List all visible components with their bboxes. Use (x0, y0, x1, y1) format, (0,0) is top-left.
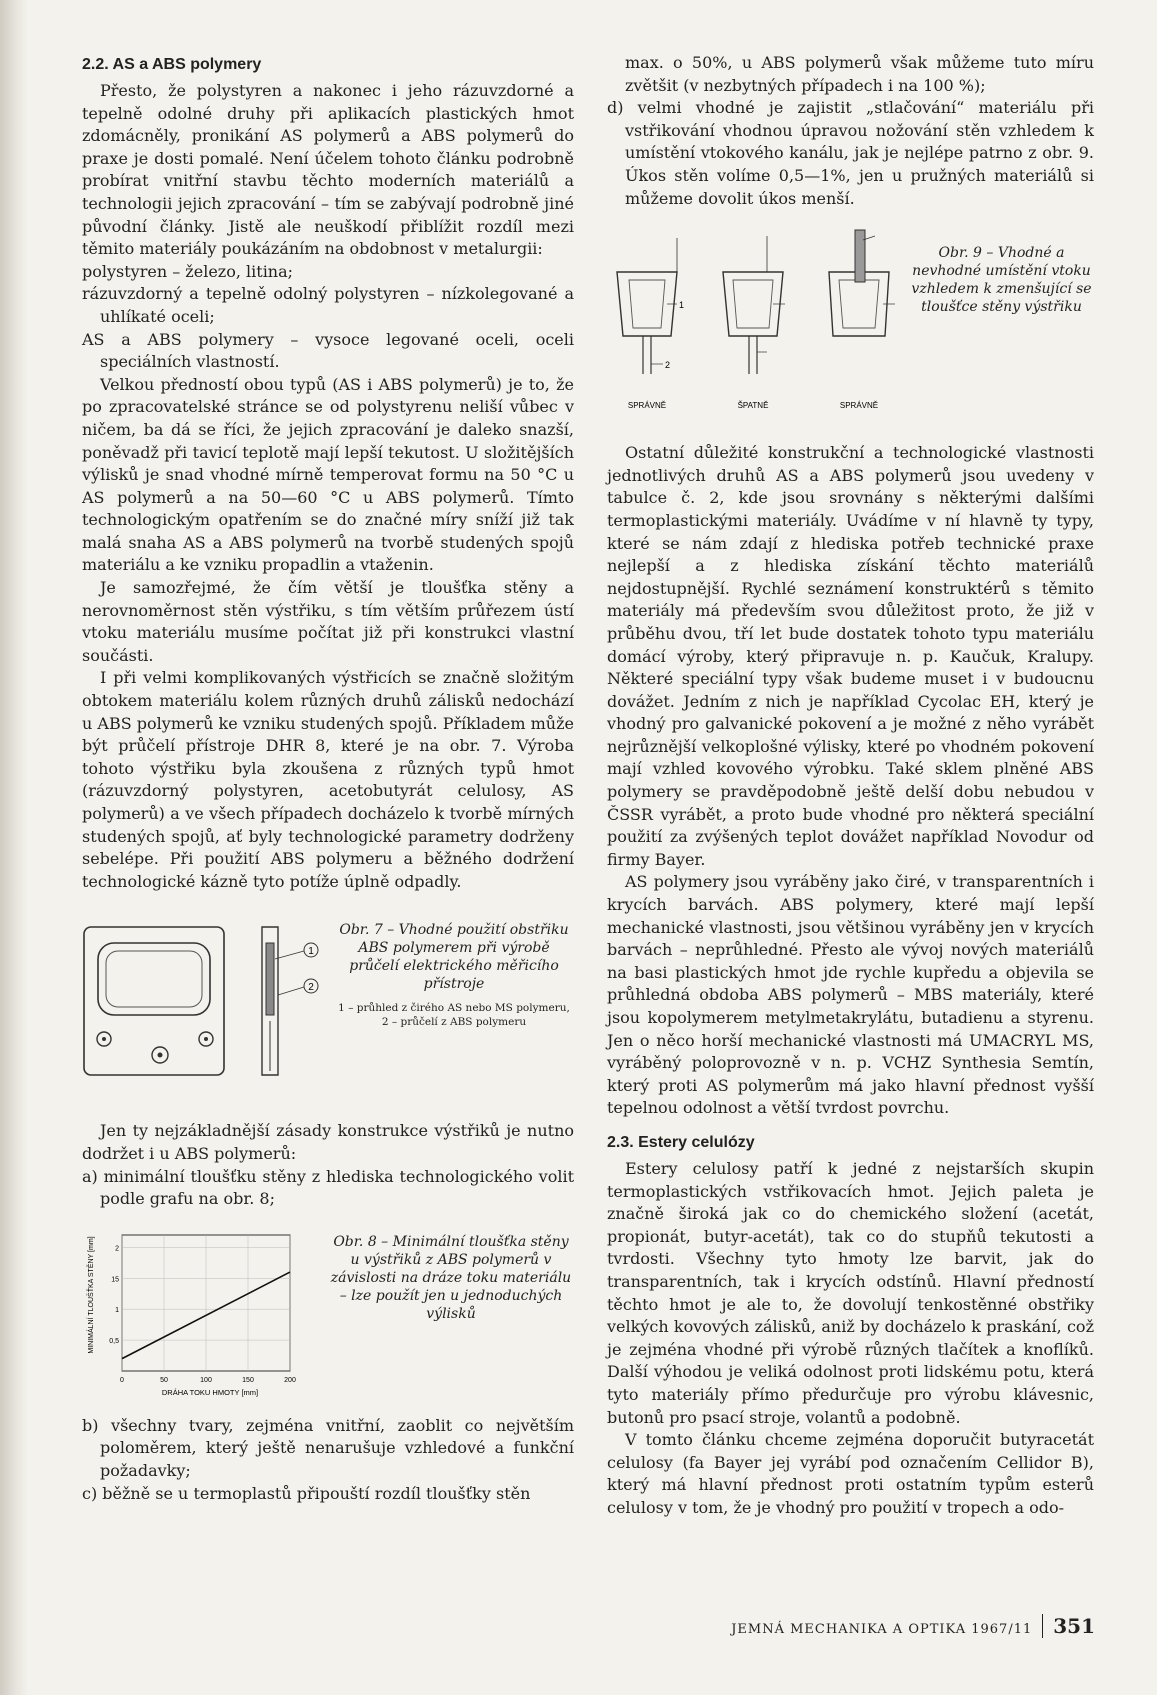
paragraph: Je samozřejmé, že čím větší je tloušťka stěny a nerovnoměrnost stěn výstřiku, s tím větším průřezem ústí vtoku materiálu musíme počítat již při konstrukci vlastní součásti. (82, 578, 574, 665)
analogy-line: AS a ABS polymery – vysoce legované oceli, oceli speciálních vlastností. (82, 329, 574, 372)
paragraph: Estery celulosy patří k jedné z nejstarších skupin termoplastických vstřikovacích hmot. Jejich paleta je značně široká jak co do chemického složení (acetát, propionát, butyr-acetát), tak co do stupňů tekutosti a tvrdosti. Všechny tyto hmoty lze barvit, jak do transparentních, tak i krycích odstínů. Hlavní předností těchto hmot je ale to, že dovolují tenkostěnné obstřiky velkých kovových zálisků, aniž by docházelo k praskání, což je zejména vhodné při výrobě různých tlačítek a knoflíků. Další výhodou je veliká odolnost proti lidskému potu, která tyto materiály přímo předurčuje pro výrobu klávesnic, butonů pro psací stroje, volantů a podobně. (607, 1158, 1094, 1427)
figure-9-label-2: ŠPATNĚ (737, 401, 769, 411)
figure-9-caption: Obr. 9 – Vhodné a nevhodné umístění vtoku vzhledem k zmenšující se tloušťce stěny výstřiku (911, 245, 1092, 316)
figure-8 (82, 1225, 574, 1415)
figure-7-marker-1: 1 (308, 946, 314, 958)
chart-x-tick-label: 200 (284, 1376, 296, 1384)
rule-a: a) minimální tloušťku stěny z hlediska technologického volit podle grafu na obr. 8; (82, 1166, 574, 1209)
figure-8-chart (82, 1225, 322, 1401)
page-footer (731, 1614, 1095, 1638)
figure-9-marker-2: 2 (665, 360, 671, 371)
journal-name: JEMNÁ MECHANIKA A OPTIKA 1967/11 (731, 1622, 1033, 1637)
paragraph: V tomto článku chceme zejména doporučit butyracetát celulosy (fa Bayer jej vyrábí pod označením Cellidor B), který má hlavní přednost proti ostatním typům esterů celulosy v tom, že je vhodný pro použití v tropech a odo- (607, 1430, 1094, 1517)
figure-9-drawing (607, 224, 907, 434)
paragraph: Jen ty nejzákladnější zásady konstrukce výstřiků je nutno dodržet i u ABS polymerů: (82, 1121, 574, 1163)
chart-y-tick-label: 2 (115, 1245, 119, 1253)
figure-7-caption: Obr. 7 – Vhodné použití obstřiku ABS polymerem při výrobě průčelí elektrického měřicího přístroje (339, 922, 569, 993)
figure-7 (82, 915, 574, 1120)
chart-x-tick-label: 100 (200, 1376, 212, 1384)
figure-9-label-3: SPRÁVNĚ (839, 401, 879, 411)
chart-y-axis-label: MINIMÁLNÍ TLOUŠŤKA STĚNY [mm] (88, 1236, 95, 1354)
analogy-line: rázuvzdorný a tepelně odolný polystyren – nízkolegované a uhlíkaté oceli; (82, 284, 574, 326)
figure-9-label-1: SPRÁVNĚ (627, 401, 667, 411)
chart-x-tick-label: 50 (160, 1376, 168, 1384)
figure-7-drawing (82, 921, 332, 1091)
paragraph: Velkou předností obou typů (AS i ABS polymerů) je to, že po zpracovatelské stránce se od polystyrenu neliší vůbec v ničem, ba dá se říci, že jejich zpracování je daleko snazší, poněvadž při tavicí teplotě mají lepší tekutost. U složitějších výlisků je snad vhodné mírně temperovat formu na 50 °C u AS polymerů a na 50—60 °C u ABS polymerů. Tímto technologickým opatřením se do značné míry sníží již tak malá snaha AS a ABS polymerů na tvorbě studených spojů materiálu a ke vzniku propadlin a vtaženin. (82, 374, 574, 575)
rule-b: b) všechny tvary, zejména vnitřní, zaoblit co největším poloměrem, který ještě nenarušuje vzhledové a funkční požadavky; (82, 1415, 574, 1480)
paragraph: AS polymery jsou vyráběny jako čiré, v transparentních i krycích barvách. ABS polymery, které mají lepší mechanické vlastnosti, jsou většinou vyráběny jen v krycích barvách – neprůhledné. Přesto ale vývoj nových materiálů na basi plastických hmot jde rychle kupředu a objevila se průhledná obdoba ABS polymerů – MBS materiály, které jsou kopolymerem metylmetakrylátu, butadienu a styrenu. Jen o něco horší mechanické vlastnosti má UMACRYL MS, vyráběný poloprovozně v n. p. VCHZ Synthesia Semtín, který proti AS polymerům má jako hlavní přednost vyšší tepelnou odolnost a větší tvrdost povrchu. (607, 872, 1094, 1118)
rule-c: c) běžně se u termoplastů připouští rozdíl tloušťky stěn (82, 1483, 531, 1503)
figure-8-caption: Obr. 8 – Minimální tloušťka stěny u výstřiků z ABS polymerů v závislosti na dráze toku materiálu – lze použít jen u jednoduchých výlisků (330, 1233, 572, 1322)
paragraph: Přesto, že polystyren a nakonec i jeho rázuvzdorné a tepelně odolné druhy při aplikacích plastických hmot zdomácněly, pronikání AS polymerů a ABS polymerů do praxe je dosti pomalé. Není účelem tohoto článku podrobně probírat vnitřní stavbu těchto moderních materiálů a technologii jejich zpracování – tím se zabývají podrobně jiné původní články. Jistě ale neuškodí přiblížit rozdíl mezi těmito materiály poukázáním na obdobnost v metalurgii: (82, 81, 574, 259)
section-heading-2-2: 2.2. AS a ABS polymery (82, 56, 262, 73)
section-heading-2-3: 2.3. Estery celulózy (607, 1133, 755, 1151)
rule-c-continued: max. o 50%, u ABS polymerů však můžeme tuto míru zvětšit (v nezbytných případech i na 100 %); (625, 53, 1094, 95)
paragraph: Ostatní důležité konstrukční a technologické vlastnosti jednotlivých druhů AS a ABS polymerů jsou uvedeny v tabulce č. 2, kde jsou srovnány s některými dalšími termoplastickými materiály. Uvádíme v ní hlavně ty typy, které se nám zdají z hlediska potřeb technické praxe nejlepší a z hlediska získání těchto materiálů nejdostupnější. Rychlé seznámení konstruktérů s těmito materiály má především svou důležitost proto, že již v průběhu dvou, tří let bude dostatek tohoto typu materiálu domácí výroby, který připravuje n. p. Kaučuk, Kralupy. Některé speciální typy však budeme muset i v budoucnu dovážet. Jedním z nich je například Cycolac EH, který je vhodný pro galvanické pokovení a je možné z něho vyrábět nejrůznější velkoplošné výlisky, které po vhodném pokovení mají vzhled kovového výrobku. Také sklem plněné ABS polymery se pravděpodobně ještě delší dobu nebudou v ČSSR vyrábět, a proto bude vhodné pro některá speciální použití za zvýšených teplot dovážet například Novodur od firmy Bayer. (607, 443, 1094, 869)
chart-x-tick-label: 150 (242, 1376, 254, 1384)
figure-7-marker-2: 2 (308, 982, 314, 994)
rule-d: d) velmi vhodné je zajistit „stlačování“ materiálu při vstřikování vhodnou úpravou nožování stěn vzhledem k umístění vtokového kanálu, jak je nejlépe patrno z obr. 9. Úkos stěn volíme 0,5—1%, jen u pružných materiálů si můžeme dovolit úkos menší. (607, 98, 1094, 208)
chart-y-tick-label: 1 (115, 1306, 119, 1314)
page-number: 351 (1042, 1614, 1095, 1638)
analogy-line: polystyren – železo, litina; (82, 261, 294, 281)
figure-7-legend: 1 – průhled z čirého AS nebo MS polymeru, 2 – průčelí z ABS polymeru (338, 1002, 570, 1029)
page-gutter-shadow (0, 0, 28, 1695)
chart-y-tick-label: 0,5 (109, 1337, 119, 1345)
chart-y-tick-label: 15 (111, 1276, 119, 1284)
chart-x-axis-label: DRÁHA TOKU HMOTY [mm] (161, 1387, 259, 1397)
chart-x-tick-label: 0 (120, 1376, 124, 1384)
figure-9-marker-1: 1 (679, 300, 685, 311)
paragraph: I při velmi komplikovaných výstřicích se značně složitým obtokem materiálu kolem různých druhů zálisků nedochází u ABS polymerů ke vzniku studených spojů. Příkladem může být průčelí přístroje DHR 8, které je na obr. 7. Výroba tohoto výstřiku byla zkoušena z různých typů hmot (rázuvzdorný polystyren, acetobutyrát celulosy, AS polymerů) a ve všech případech docházelo k tvorbě mírných studených spojů, ať byly technologické parametry dodrženy sebelépe. Při použití ABS polymeru a běžného dodržení technologické kázně tyto potíže úplně odpadly. (82, 668, 574, 891)
left-column (82, 52, 574, 1505)
figure-9 (607, 224, 1094, 442)
right-column (607, 52, 1094, 1519)
